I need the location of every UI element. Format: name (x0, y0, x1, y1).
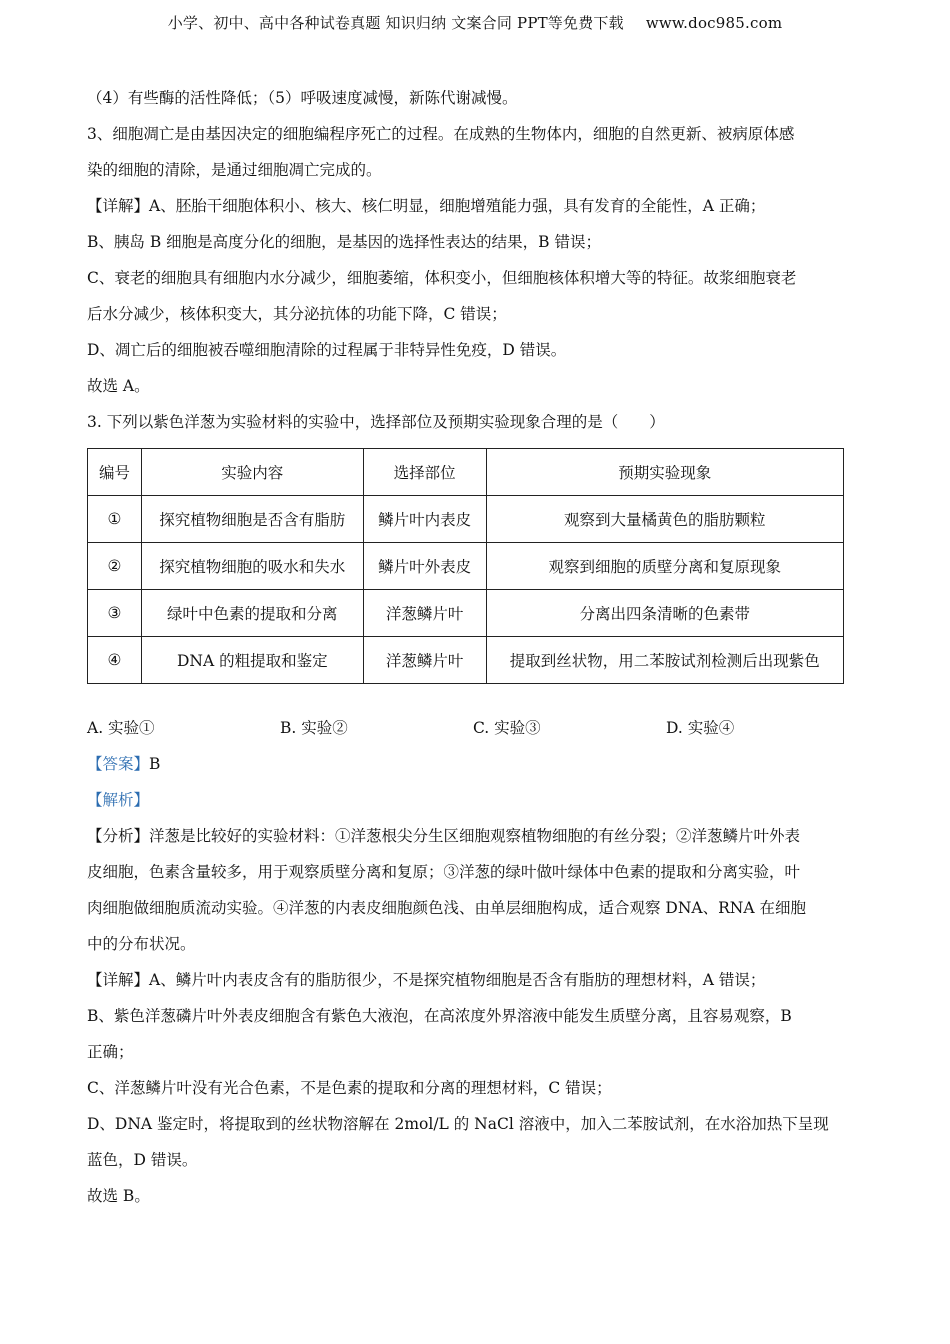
table-cell: ③ (88, 590, 142, 637)
table-header-cell: 预期实验现象 (486, 449, 844, 496)
page-header (0, 12, 950, 33)
table-cell: 洋葱鳞片叶 (363, 590, 486, 637)
table-cell: ① (88, 496, 142, 543)
experiment-table (87, 448, 844, 684)
answer-tag: 【答案】 (87, 755, 150, 773)
table-cell: ④ (88, 637, 142, 684)
document-body (87, 80, 859, 1214)
text-line: B、紫色洋葱磷片叶外表皮细胞含有紫色大液泡，在高浓度外界溶液中能发生质壁分离，且容易观察，B (87, 1007, 792, 1025)
text-line: 故选 B。 (87, 1187, 150, 1205)
table-cell: 观察到大量橘黄色的脂肪颗粒 (486, 496, 844, 543)
table-row (88, 496, 844, 543)
analysis-tag: 【解析】 (87, 791, 150, 809)
text-line: 正确； (87, 1043, 134, 1061)
option-c: C. 实验③ (473, 719, 541, 737)
table-cell: 探究植物细胞的吸水和失水 (141, 543, 363, 590)
text-line: （4）有些酶的活性降低；（5）呼吸速度减慢，新陈代谢减慢。 (87, 89, 518, 107)
header-site: www.doc985.com (645, 14, 783, 32)
text-line: 故选 A。 (87, 377, 150, 395)
table-header-cell: 编号 (88, 449, 142, 496)
answer-line (87, 746, 859, 782)
text-line: B、胰岛 B 细胞是高度分化的细胞，是基因的选择性表达的结果，B 错误； (87, 233, 601, 251)
text-line: C、衰老的细胞具有细胞内水分减少，细胞萎缩，体积变小，但细胞核体积增大等的特征。故浆细胞衰老 (87, 269, 797, 287)
text-line: 【分析】洋葱是比较好的实验材料：①洋葱根尖分生区细胞观察植物细胞的有丝分裂；②洋葱鳞片叶外表 (87, 827, 801, 845)
table-header-row (88, 449, 844, 496)
question-stem: 3. 下列以紫色洋葱为实验材料的实验中，选择部位及预期实验现象合理的是（ ） (87, 413, 665, 431)
text-line: 蓝色，D 错误。 (87, 1151, 198, 1169)
answer-value: B (149, 755, 161, 773)
text-line: 【详解】A、胚胎干细胞体积小、核大、核仁明显，细胞增殖能力强，具有发育的全能性，A 正确； (87, 197, 766, 215)
text-line: 【详解】A、鳞片叶内表皮含有的脂肪很少，不是探究植物细胞是否含有脂肪的理想材料，A 错误； (87, 971, 766, 989)
table-cell: ② (88, 543, 142, 590)
table-row (88, 590, 844, 637)
text-line: 3、细胞凋亡是由基因决定的细胞编程序死亡的过程。在成熟的生物体内，细胞的自然更新、被病原体感 (87, 125, 795, 143)
table-cell: DNA 的粗提取和鉴定 (141, 637, 363, 684)
table-cell: 观察到细胞的质壁分离和复原现象 (486, 543, 844, 590)
table-cell: 分离出四条清晰的色素带 (486, 590, 844, 637)
answer-options (87, 710, 859, 746)
table-header-cell: 实验内容 (141, 449, 363, 496)
table-row (88, 543, 844, 590)
table-cell: 提取到丝状物，用二苯胺试剂检测后出现紫色 (486, 637, 844, 684)
text-line: 后水分减少，核体积变大，其分泌抗体的功能下降，C 错误； (87, 305, 507, 323)
table-row (88, 637, 844, 684)
text-line: 染的细胞的清除，是通过细胞凋亡完成的。 (87, 161, 382, 179)
table-cell: 探究植物细胞是否含有脂肪 (141, 496, 363, 543)
table-cell: 鳞片叶内表皮 (363, 496, 486, 543)
text-line: 皮细胞，色素含量较多，用于观察质壁分离和复原；③洋葱的绿叶做叶绿体中色素的提取和分离实验，叶 (87, 863, 801, 881)
table-cell: 鳞片叶外表皮 (363, 543, 486, 590)
text-line: D、凋亡后的细胞被吞噬细胞清除的过程属于非特异性免疫，D 错误。 (87, 341, 567, 359)
table-cell: 洋葱鳞片叶 (363, 637, 486, 684)
option-d: D. 实验④ (666, 719, 735, 737)
text-line: C、洋葱鳞片叶没有光合色素，不是色素的提取和分离的理想材料，C 错误； (87, 1079, 612, 1097)
table-header-cell: 选择部位 (363, 449, 486, 496)
header-text: 小学、初中、高中各种试卷真题 知识归纳 文案合同 PPT等免费下载 (167, 14, 624, 32)
table-cell: 绿叶中色素的提取和分离 (141, 590, 363, 637)
option-a: A. 实验① (87, 719, 155, 737)
option-b: B. 实验② (280, 719, 348, 737)
text-line: 中的分布状况。 (87, 935, 196, 953)
text-line: D、DNA 鉴定时，将提取到的丝状物溶解在 2mol/L 的 NaCl 溶液中，加入二苯胺试剂，在水浴加热下呈现 (87, 1115, 829, 1133)
text-line: 肉细胞做细胞质流动实验。④洋葱的内表皮细胞颜色浅、由单层细胞构成，适合观察 DNA、RNA 在细胞 (87, 899, 806, 917)
